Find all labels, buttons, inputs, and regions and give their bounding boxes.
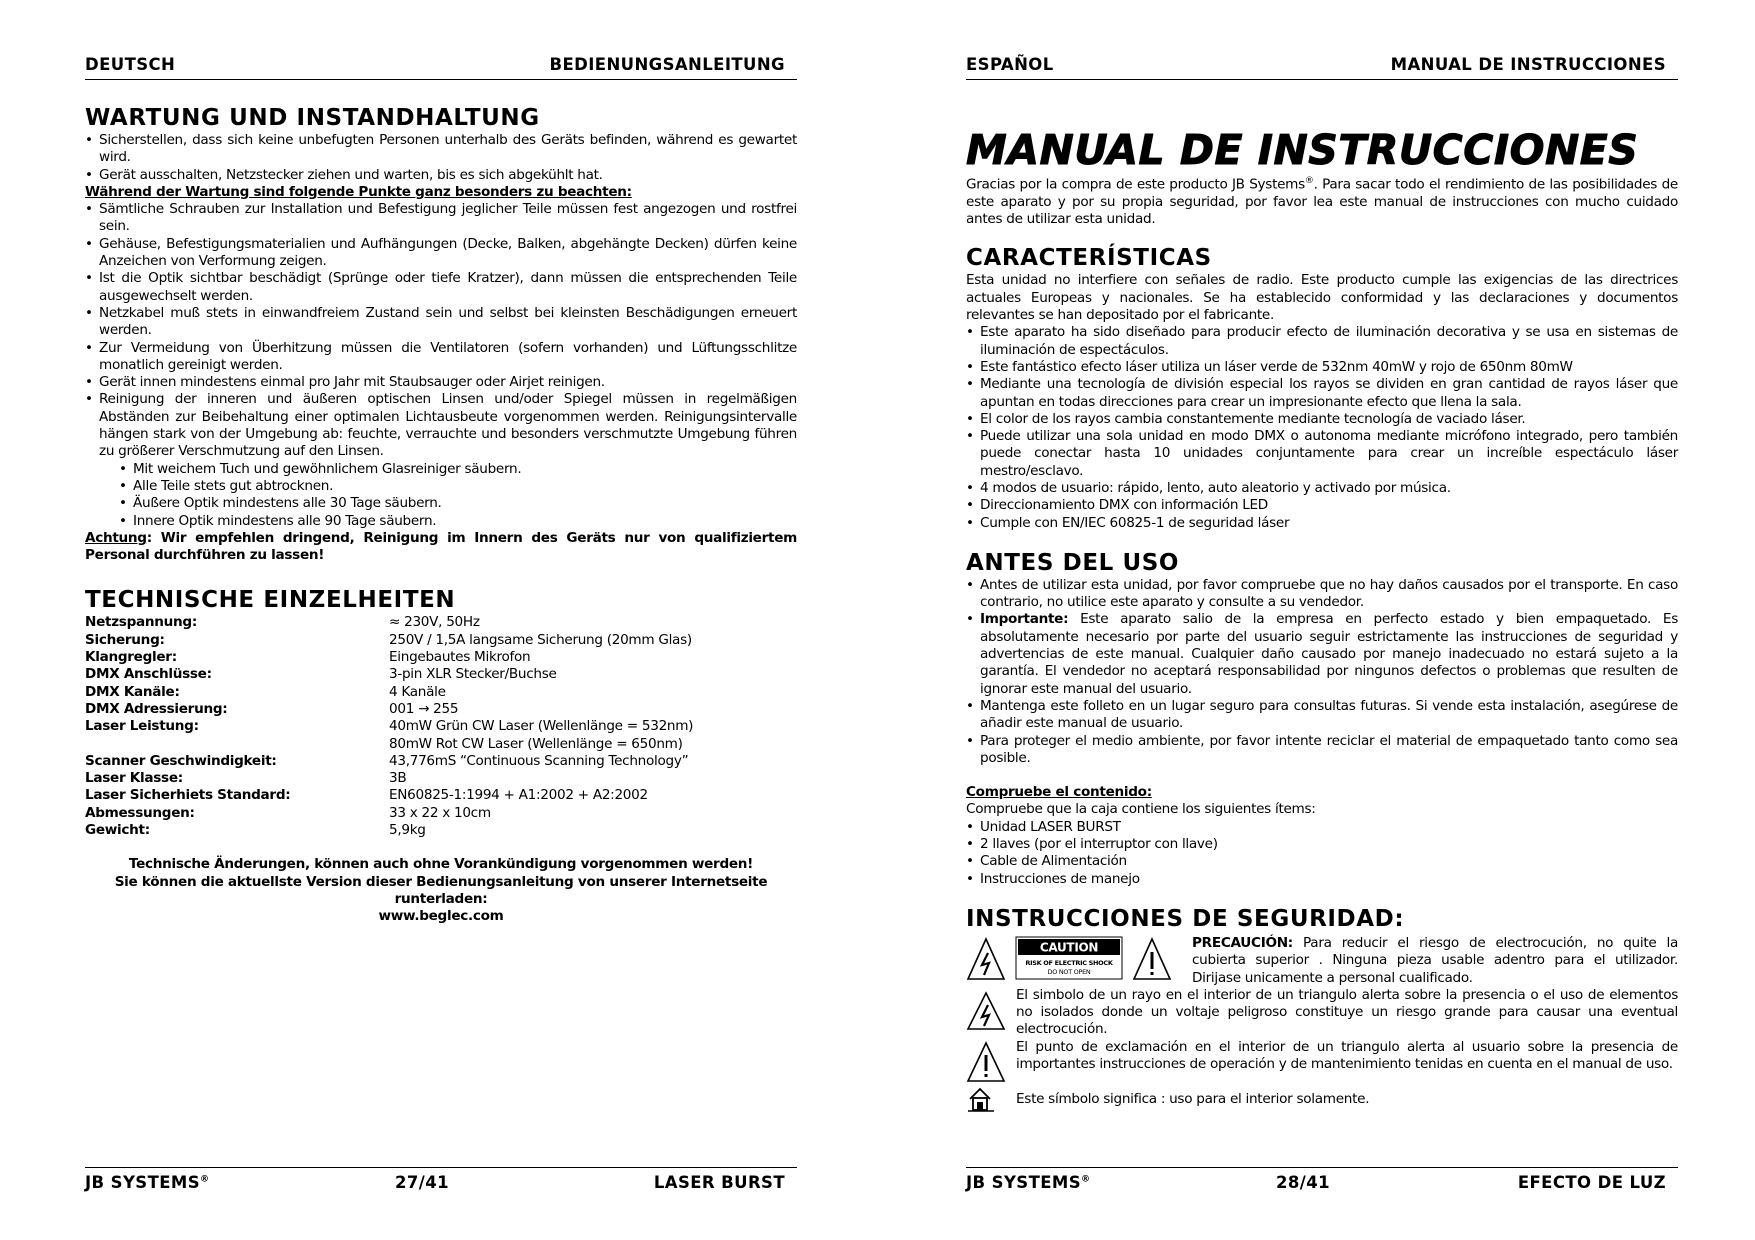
left-page	[85, 0, 797, 1240]
precaution-body: Para reducir el riesgo de electrocución, no quite la cubierta superior . Ninguna pieza usable adentro para el utilizador. Dirijase unicamente a personal cualificado.	[1192, 934, 1678, 986]
lightning-text: El simbolo de un rayo en el interior de un triangulo alerta sobre la presencia o el uso de elementos no isolados donde un voltaje peligroso constituye un riesgo grande para causar una eventual electrocución.	[1016, 986, 1678, 1038]
list-item: • Gerät ausschalten, Netzstecker ziehen und warten, bis es sich abgekühlt hat.	[85, 167, 797, 184]
spec-key: Laser Klasse:	[85, 770, 183, 787]
list-item: • Cable de Alimentación	[966, 853, 1678, 870]
list-item: • Unidad LASER BURST	[966, 819, 1678, 836]
footer-product: LASER BURST	[653, 1173, 785, 1192]
spec-key: Laser Sicherhiets Standard:	[85, 787, 291, 804]
spec-row	[85, 787, 797, 804]
spec-value: 250V / 1,5A langsame Sicherung (20mm Glas)	[389, 631, 692, 648]
list-item: • Este fantástico efecto láser utiliza un láser verde de 532nm 40mW y rojo de 650nm 80mW	[966, 359, 1678, 376]
list-item: • Reinigung der inneren und äußeren optischen Linsen und/oder Spiegel müssen in regelmäßigen Abständen zur Beibehaltung einer optimalen Lichtausbeute vorgenommen werden. Reinigungsintervalle hängen stark von der Umgebung ab: feuchte, verrauchte und besonders verschmutzte Umgebung führen zu größerer Verschmutzung auf den Linsen.	[85, 391, 797, 460]
spec-row	[85, 770, 797, 787]
check-contents-list	[966, 819, 1678, 888]
spec-row	[85, 736, 797, 753]
exclamation-row	[966, 1039, 1678, 1085]
right-page	[966, 0, 1678, 1240]
caution-label: CAUTION	[1039, 940, 1099, 955]
notice-line: Technische Änderungen, können auch ohne Vorankündigung vorgenommen werden!	[128, 856, 754, 873]
caution-sub2: DO NOT OPEN	[1047, 967, 1091, 976]
spec-key: Gewicht:	[85, 821, 150, 838]
spec-value: 3-pin XLR Stecker/Buchse	[389, 666, 557, 683]
tech-heading: TECHNISCHE EINZELHEITEN	[85, 587, 456, 614]
footer-product: EFECTO DE LUZ	[1517, 1173, 1666, 1192]
list-item: • Gerät innen mindestens einmal pro Jahr mit Staubsauger oder Airjet reinigen.	[85, 374, 797, 391]
achtung-warning	[85, 530, 797, 565]
important-label: Importante:	[980, 611, 1069, 628]
spec-row	[85, 753, 797, 770]
before-use-heading: ANTES DEL USO	[966, 549, 1180, 576]
spec-value: Eingebautes Mikrofon	[389, 649, 531, 666]
precaution-label: PRECAUCIÓN:	[1192, 934, 1293, 951]
list-item	[966, 611, 1678, 697]
footer-page: 28/41	[1276, 1173, 1330, 1192]
spec-value: 5,9kg	[389, 821, 426, 838]
maintenance-pre-list	[85, 132, 797, 184]
list-item: • 4 modos de usuario: rápido, lento, auto aleatorio y activado por música.	[966, 480, 1678, 497]
lightning-triangle-icon	[966, 987, 1016, 1033]
lightning-row	[966, 987, 1678, 1039]
list-item: • Mediante una tecnología de división especial los rayos se dividen en gran cantidad de rayos láser que apuntan en todas direcciones para crear un impresionante efecto que llena la sala.	[966, 376, 1678, 411]
cleaning-sublist	[119, 461, 797, 530]
right-footer	[966, 1167, 1678, 1194]
right-content	[966, 127, 1678, 1115]
list-item: • Direccionamiento DMX con información LED	[966, 497, 1678, 514]
notice-line: Sie können die aktuellste Version dieser Bedienungsanleitung von unserer Internetseite runterladen:	[114, 873, 768, 907]
spec-value: 3B	[389, 770, 407, 787]
spec-key: Laser Leistung:	[85, 718, 199, 735]
exclamation-text: El punto de exclamación en el interior de un triangulo alerta al usuario sobre la presencia de importantes instrucciones de operación y de mantenimiento tenidas en cuenta en el manual de uso.	[1016, 1038, 1678, 1072]
list-item: • Netzkabel muß stets in einwandfreiem Zustand sein und selbst bei kleinsten Beschädigungen erneuert werden.	[85, 305, 797, 340]
spec-value: ≈ 230V, 50Hz	[389, 614, 480, 631]
caution-label-graphic	[966, 935, 1192, 985]
intro-text	[966, 173, 1678, 228]
list-item: • Puede utilizar una sola unidad en modo DMX o autonoma mediante micrófono integrado, pero también puede conectar hasta 10 unidades conjuntamente para crear un increíble espectáculo láser mestro/esclavo.	[966, 428, 1678, 480]
features-list	[966, 324, 1678, 532]
spec-row	[85, 632, 797, 649]
lightning-triangle-icon	[968, 939, 1004, 979]
spec-key: Abmessungen:	[85, 804, 195, 821]
spec-key: Sicherung:	[85, 631, 165, 648]
list-item: • Alle Teile stets gut abtrocknen.	[119, 478, 797, 495]
footer-page: 27/41	[395, 1173, 449, 1192]
features-heading: CARACTERÍSTICAS	[966, 245, 1212, 272]
spec-row	[85, 649, 797, 666]
registered-mark: ®	[200, 1174, 210, 1185]
spec-key: DMX Adressierung:	[85, 700, 228, 717]
spec-row	[85, 718, 797, 735]
spec-key	[85, 736, 389, 753]
header-title: MANUAL DE INSTRUCCIONES	[1390, 55, 1666, 74]
indoor-row	[966, 1085, 1678, 1115]
registered-mark: ®	[1304, 176, 1314, 186]
list-item: • Sämtliche Schrauben zur Installation und Befestigung jeglicher Teile müssen fest angezogen und rostfrei sein.	[85, 201, 797, 236]
manual-title: MANUAL DE INSTRUCCIONES	[966, 126, 1639, 174]
list-item: • Mantenga este folleto en un lugar seguro para consultas futuras. Si vende esta instalación, asegúrese de añadir este manual de usuario.	[966, 698, 1678, 733]
list-item: • Gehäuse, Befestigungsmaterialien und Aufhängungen (Decke, Balken, abgehängte Decken) dürfen keine Anzeichen von Verformung zeigen.	[85, 236, 797, 271]
spec-value: 33 x 22 x 10cm	[389, 804, 491, 821]
registered-mark: ®	[1081, 1174, 1091, 1185]
spec-value: 4 Kanäle	[389, 683, 446, 700]
before-use-list	[966, 577, 1678, 767]
caution-sub1: RISK OF ELECTRIC SHOCK	[1025, 958, 1113, 967]
header-language: DEUTSCH	[85, 55, 176, 74]
list-item: • Para proteger el medio ambiente, por favor intente reciclar el material de empaquetado tanto como sea posible.	[966, 733, 1678, 768]
precaution-text	[1192, 935, 1678, 987]
list-item: • Zur Vermeidung von Überhitzung müssen die Ventilatoren (sofern vorhanden) und Lüftungsschlitze monatlich gereinigt werden.	[85, 340, 797, 375]
header-language: ESPAÑOL	[966, 55, 1054, 74]
achtung-label: Achtung	[85, 529, 147, 546]
website-link[interactable]: www.beglec.com	[378, 908, 504, 925]
important-text: Este aparato salio de la empresa en perfecto estado y bien empaquetado. Es absolutamente necesario por parte del usuario seguir estrictamente las instrucciones de seguridad y advertencias de este manual. Cualquier daño causado por manejo inadecuado no estará sujeto a la garantía. El vendedor no aceptará responsabilidad por ningunos defectos o problemas que resulten de ignorar este manual del usuario.	[980, 611, 1678, 697]
list-item: • Este aparato ha sido diseñado para producir efecto de iluminación decorativa y se usa en sistemas de iluminación de espectáculos.	[966, 324, 1678, 359]
check-contents-text: Compruebe que la caja contiene los siguientes ítems:	[966, 801, 1316, 818]
spec-key: Klangregler:	[85, 649, 177, 666]
spec-key: DMX Kanäle:	[85, 683, 180, 700]
footer-brand	[966, 1173, 1090, 1192]
footer-brand	[85, 1173, 209, 1192]
list-item: • Antes de utilizar esta unidad, por favor compruebe que no hay daños causados por el transporte. En caso contrario, no utilice este aparato y consulte a su vendedor.	[966, 577, 1678, 612]
footer-brand-text: JB SYSTEMS	[966, 1173, 1082, 1192]
safety-heading: INSTRUCCIONES DE SEGURIDAD:	[966, 905, 1405, 932]
check-contents-heading: Compruebe el contenido:	[966, 784, 1152, 801]
spec-key: Scanner Geschwindigkeit:	[85, 752, 277, 769]
spec-key: Netzspannung:	[85, 614, 197, 631]
left-header	[85, 55, 797, 80]
spec-value: EN60825-1:1994 + A1:2002 + A2:2002	[389, 787, 648, 804]
caution-row	[966, 935, 1678, 987]
spec-value: 40mW Grün CW Laser (Wellenlänge = 532nm)	[389, 718, 694, 735]
list-item: • Cumple con EN/IEC 60825-1 de seguridad láser	[966, 515, 1678, 532]
features-text: Esta unidad no interfiere con señales de radio. Este producto cumple las exigencias de las directrices actuales Europeas y nacionales. Se ha establecido conformidad y las declaraciones y documentos relevantes se han depositado por el fabricante.	[966, 272, 1678, 324]
maintenance-note: Während der Wartung sind folgende Punkte ganz besonders zu beachten:	[85, 183, 632, 200]
achtung-text: : Wir empfehlen dringend, Reinigung im Innern des Geräts nur von qualifiziertem Personal durchführen zu lassen!	[85, 529, 797, 564]
list-item: • Äußere Optik mindestens alle 30 Tage säubern.	[119, 495, 797, 512]
spec-row	[85, 701, 797, 718]
indoor-use-icon	[966, 1085, 1016, 1115]
indoor-text: Este símbolo significa : uso para el interior solamente.	[1016, 1091, 1370, 1108]
caution-box-icon	[1016, 937, 1122, 979]
intro-b: . Para sacar todo el rendimiento de las posibilidades de este aparato y por su propia seguridad, por favor lea este manual de instrucciones con mucho cuidado antes de utilizar esta unidad.	[966, 176, 1678, 228]
spec-row	[85, 666, 797, 683]
maintenance-list	[85, 201, 797, 460]
exclamation-triangle-icon	[966, 1039, 1016, 1085]
left-content	[85, 104, 797, 925]
intro-a: Gracias por la compra de este producto JB Systems	[966, 176, 1305, 193]
right-header	[966, 55, 1678, 80]
list-item: • Sicherstellen, dass sich keine unbefugten Personen unterhalb des Geräts befinden, während es gewartet wird.	[85, 132, 797, 167]
spec-value: 43,776mS “Continuous Scanning Technology”	[389, 752, 689, 769]
header-title: BEDIENUNGSANLEITUNG	[549, 55, 785, 74]
spec-row	[85, 614, 797, 631]
spec-row	[85, 805, 797, 822]
spec-value: 001 → 255	[389, 700, 459, 717]
maintenance-heading: WARTUNG UND INSTANDHALTUNG	[85, 105, 540, 131]
left-footer	[85, 1167, 797, 1194]
exclamation-triangle-icon	[1134, 939, 1170, 979]
list-item: • 2 llaves (por el interruptor con llave)	[966, 836, 1678, 853]
list-item: • El color de los rayos cambia constantemente mediante tecnología de vaciado láser.	[966, 411, 1678, 428]
list-item: • Ist die Optik sichtbar beschädigt (Sprünge oder tiefe Kratzer), dann müssen die entsprechenden Teile ausgewechselt werden.	[85, 270, 797, 305]
spec-value: 80mW Rot CW Laser (Wellenlänge = 650nm)	[389, 735, 683, 752]
list-item: • Innere Optik mindestens alle 90 Tage säubern.	[119, 513, 797, 530]
spec-row	[85, 822, 797, 839]
list-item: • Mit weichem Tuch und gewöhnlichem Glasreiniger säubern.	[119, 461, 797, 478]
footer-brand-text: JB SYSTEMS	[85, 1173, 201, 1192]
spec-row	[85, 684, 797, 701]
list-item: • Instrucciones de manejo	[966, 871, 1678, 888]
spec-table	[85, 614, 797, 839]
spec-key: DMX Anschlüsse:	[85, 666, 212, 683]
